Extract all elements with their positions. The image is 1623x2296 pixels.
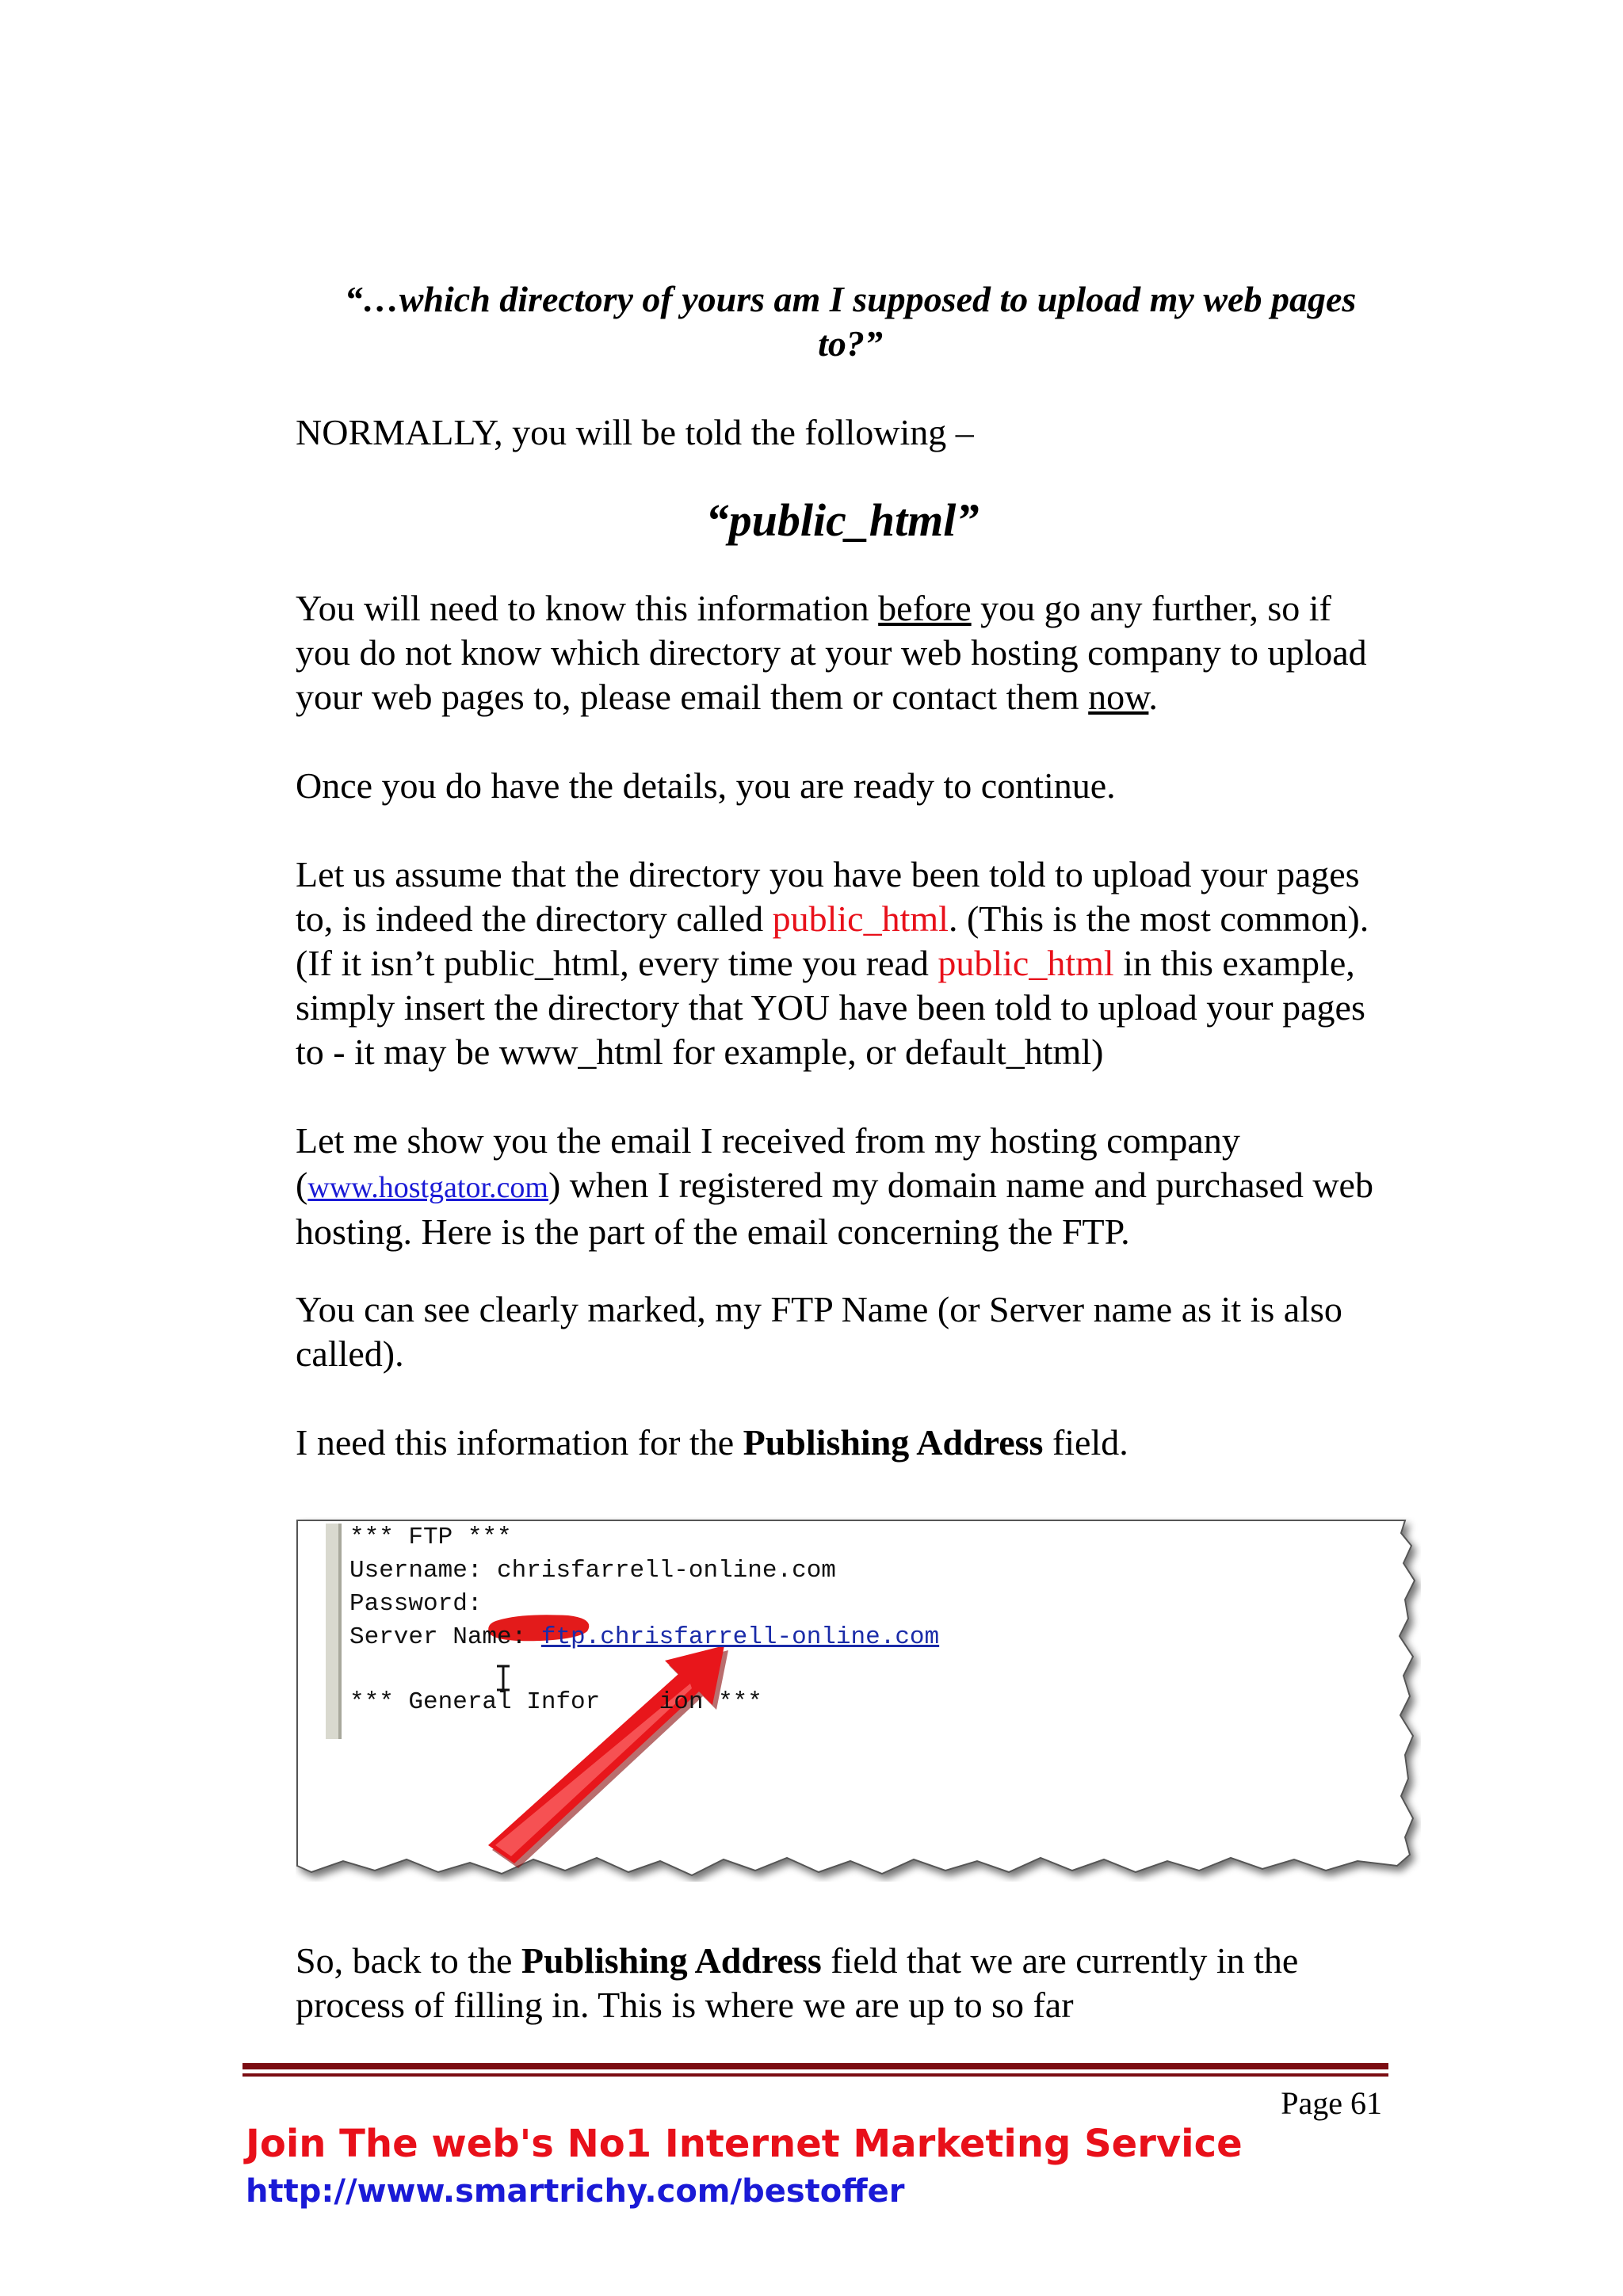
- publishing-address-bold-1: Publishing Address: [743, 1422, 1044, 1463]
- server-name-link[interactable]: ftp.chrisfarrell-online.com: [540, 1623, 940, 1651]
- footer-headline: Join The web's No1 Internet Marketing Service: [246, 2122, 1243, 2166]
- page-number: Page 61: [1281, 2085, 1382, 2121]
- see-paragraph: You can see clearly marked, my FTP Name (or Server name as it is also called).: [296, 1289, 1342, 1374]
- main-content: [296, 277, 1389, 1465]
- assume-paragraph: [296, 852, 1389, 1074]
- hostgator-link[interactable]: www.hostgator.com: [307, 1171, 548, 1204]
- back-text-1: So, back to the: [296, 1940, 521, 1981]
- back-paragraph: [296, 1939, 1389, 2027]
- ftp-header-line: *** FTP ***: [349, 1524, 512, 1551]
- server-name-line: [349, 1622, 939, 1653]
- email-paragraph: [296, 1119, 1389, 1254]
- public-html-red-1: public_html: [772, 898, 949, 939]
- server-name-label: Server Name:: [349, 1623, 541, 1651]
- email-text-1: Let me show you the email I received from my hosting company (: [296, 1120, 1240, 1205]
- before-underlined: before: [878, 588, 972, 628]
- know-info-paragraph: [296, 586, 1389, 719]
- assume-text-3: in this example, simply insert the directory that YOU have been told to upload your pages to - it may be www_html for example, or default_html): [296, 943, 1365, 1072]
- quote-line-1: “…which directory of yours am I supposed to upload my web pages: [344, 279, 1357, 319]
- need-text-2: field.: [1043, 1422, 1128, 1463]
- assume-text-1: Let us assume that the directory you have been told to upload your pages to, is indeed the directory called: [296, 854, 1360, 939]
- know-text-3: .: [1148, 677, 1158, 717]
- footer-url-link[interactable]: http://www.smartrichy.com/bestoffer: [246, 2173, 905, 2210]
- footer-rule-thin: [242, 2073, 1388, 2077]
- public-html-red-2: public_html: [938, 943, 1114, 983]
- gutter-bar: [326, 1524, 338, 1739]
- password-line: Password:: [349, 1590, 483, 1618]
- general-info-line: *** General Infor ion ***: [349, 1688, 762, 1716]
- quote-heading: [296, 277, 1389, 366]
- know-text-2: you go any further, so if you do not know which directory at your web hosting company to upload your web pages to, please email them or contact them: [296, 588, 1367, 717]
- quote-line-2: to?”: [818, 323, 883, 364]
- username-label: Username:: [349, 1557, 498, 1585]
- public-html-heading: “public_html”: [705, 494, 980, 546]
- ftp-email-screenshot: [296, 1517, 1421, 1882]
- now-underlined: now: [1088, 677, 1149, 717]
- once-paragraph: Once you do have the details, you are ready to continue.: [296, 765, 1116, 806]
- back-text-2: field that we are currently in the process of filling in. This is where we are up to so far: [296, 1940, 1299, 2025]
- normally-paragraph: NORMALLY, you will be told the following –: [296, 412, 974, 452]
- publishing-address-bold-2: Publishing Address: [521, 1940, 822, 1981]
- footer-rule-thick: [242, 2063, 1388, 2069]
- username-line: [349, 1555, 836, 1587]
- email-text-2: ) when I registered my domain name and purchased web hosting. Here is the part of the email concerning the FTP.: [296, 1165, 1373, 1252]
- need-text-1: I need this information for the: [296, 1422, 743, 1463]
- need-paragraph: [296, 1421, 1389, 1465]
- know-text-1: You will need to know this information: [296, 588, 879, 628]
- username-value: chrisfarrell-online.com: [497, 1557, 836, 1585]
- assume-text-2: . (This is the most common). (If it isn’t public_html, every time you read: [296, 898, 1369, 983]
